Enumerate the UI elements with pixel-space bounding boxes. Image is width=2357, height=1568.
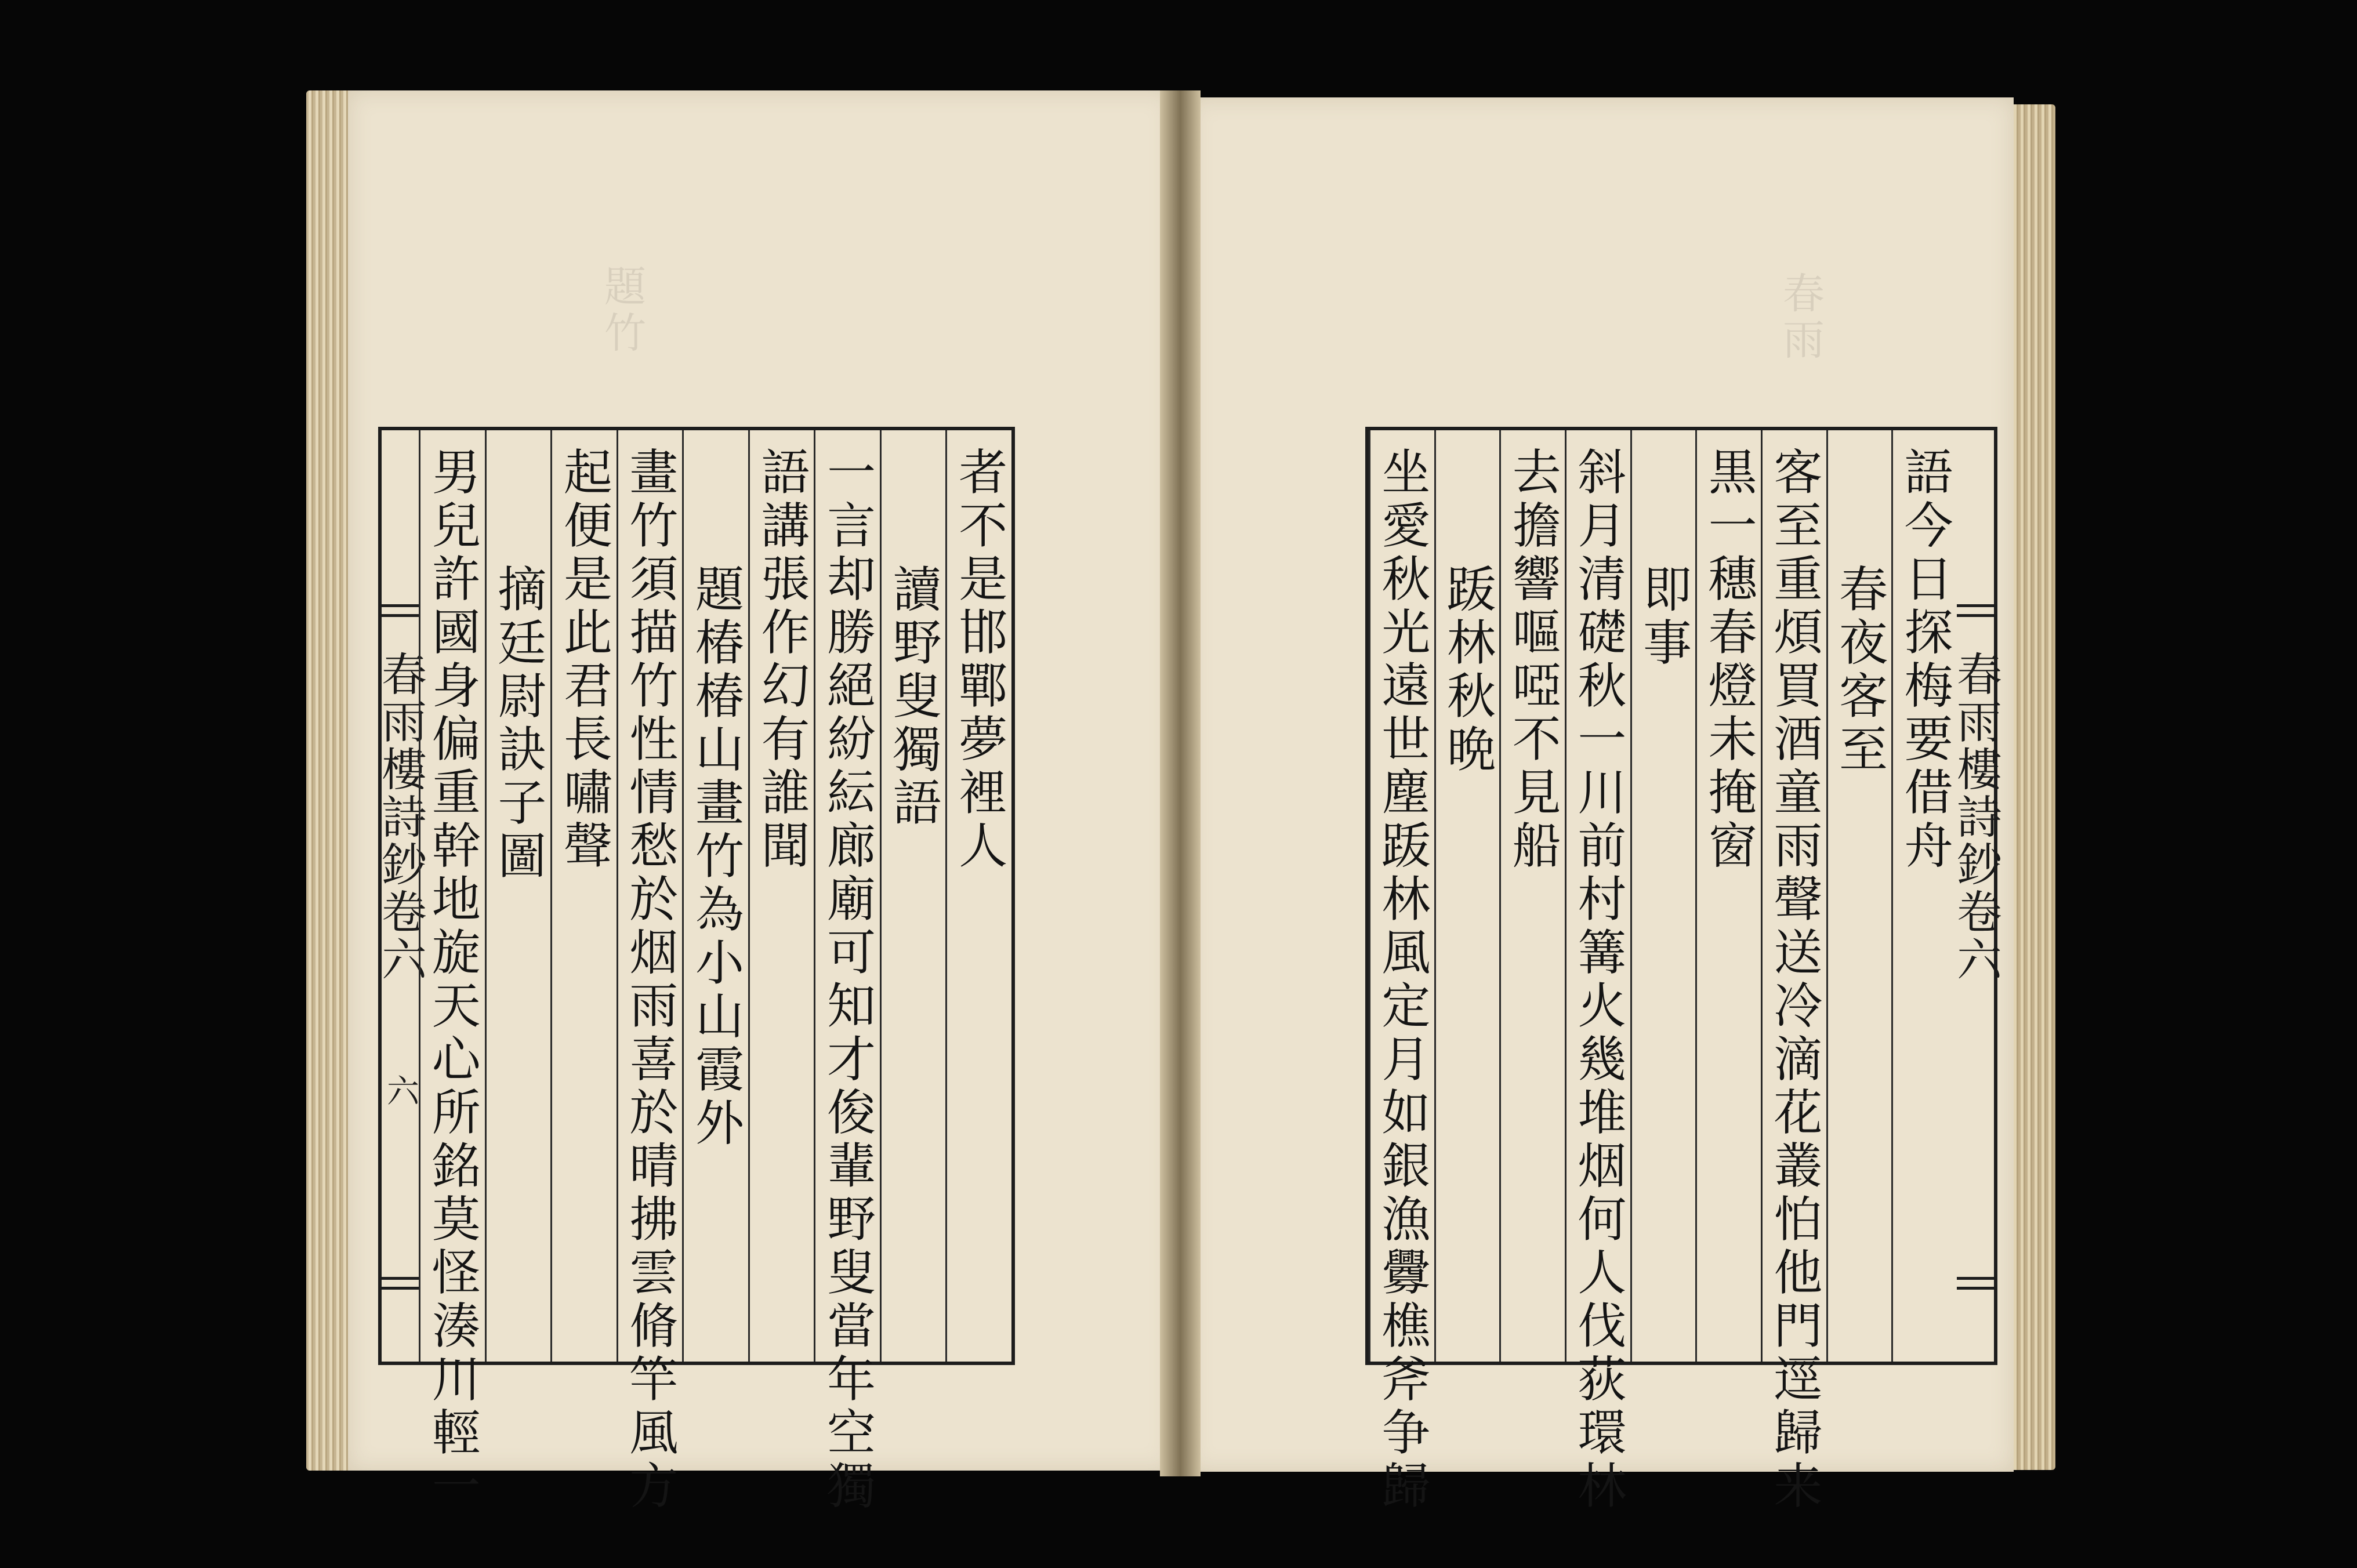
right-column <box>1565 430 1630 1513</box>
right-column-text: 䟦林秋晩 <box>1439 564 1496 777</box>
left-column-text: 畫竹須描竹性情愁於烟雨喜於晴拂雲脩竿風方 <box>621 447 679 1513</box>
right-column-text: 春夜客至 <box>1831 564 1888 777</box>
left-column-text: 男兒許國身偏重幹地旋天心所銘莫怪湊川輕一 <box>424 447 481 1513</box>
right-center-band <box>1949 430 2001 1362</box>
left-column <box>485 430 551 1362</box>
right-column <box>1434 430 1500 1362</box>
fish-tail-mark <box>382 1277 419 1290</box>
fish-tail-mark <box>382 604 419 617</box>
page-number: 六 <box>382 1074 419 1106</box>
right-column-text: 語今日探梅要借舟 <box>1897 447 1954 873</box>
left-column-text: 者不是邯鄲夢裡人 <box>951 447 1008 873</box>
right-column <box>1695 430 1761 1362</box>
fish-tail-mark <box>1957 604 1994 617</box>
right-column-text: 黒一穗春燈未掩窗 <box>1700 447 1758 873</box>
left-column <box>945 430 1011 1362</box>
left-column <box>682 430 748 1362</box>
left-column <box>748 430 814 1362</box>
right-column <box>1499 430 1565 1362</box>
right-column <box>1630 430 1696 1362</box>
right-column <box>1761 430 1826 1513</box>
left-center-band <box>374 430 426 1362</box>
right-text-frame <box>1365 427 2001 1513</box>
left-column-text: 起便是此君長嘯聲 <box>556 447 613 873</box>
bleed-through-text: 題竹 <box>597 264 646 357</box>
left-text-frame <box>374 427 1015 1513</box>
left-column-text: 語講張作幻有誰聞 <box>753 447 811 873</box>
left-column <box>617 430 683 1513</box>
left-column <box>419 430 485 1513</box>
fish-tail-mark <box>1957 1277 1994 1290</box>
running-title: 春雨樓詩鈔卷六 <box>1949 651 2001 983</box>
left-column <box>814 430 880 1513</box>
left-column <box>880 430 946 1362</box>
left-column-text: 摘廷尉訣子圖 <box>489 564 547 884</box>
right-column-text: 去擔響嘔啞不見船 <box>1504 447 1562 873</box>
left-column <box>550 430 617 1362</box>
right-column-text: 坐愛秋光遠世塵䟦林風定月如銀漁釁樵斧争歸 <box>1373 447 1431 1513</box>
left-column-text: 讀野叟獨語 <box>885 564 942 830</box>
book-gutter <box>1160 90 1201 1476</box>
right-column-text: 客至重煩買酒童雨聲送冷滴花叢怕他門逕歸来 <box>1765 447 1823 1513</box>
left-column-text: 題椿椿山畫竹為小山霞外 <box>687 564 745 1150</box>
right-column-text: 即事 <box>1635 564 1692 670</box>
running-title: 春雨樓詩鈔卷六 <box>374 651 426 983</box>
right-column <box>1369 430 1434 1513</box>
bleed-through-text: 春雨 <box>1776 271 1825 364</box>
left-column-text: 一言却勝絕紛紜廊廟可知才俊輩野叟當年空獨 <box>819 447 876 1513</box>
right-column <box>1826 430 1892 1362</box>
right-column-text: 斜月清礎秋一川前村篝火幾堆烟何人伐荻環林 <box>1569 447 1627 1513</box>
